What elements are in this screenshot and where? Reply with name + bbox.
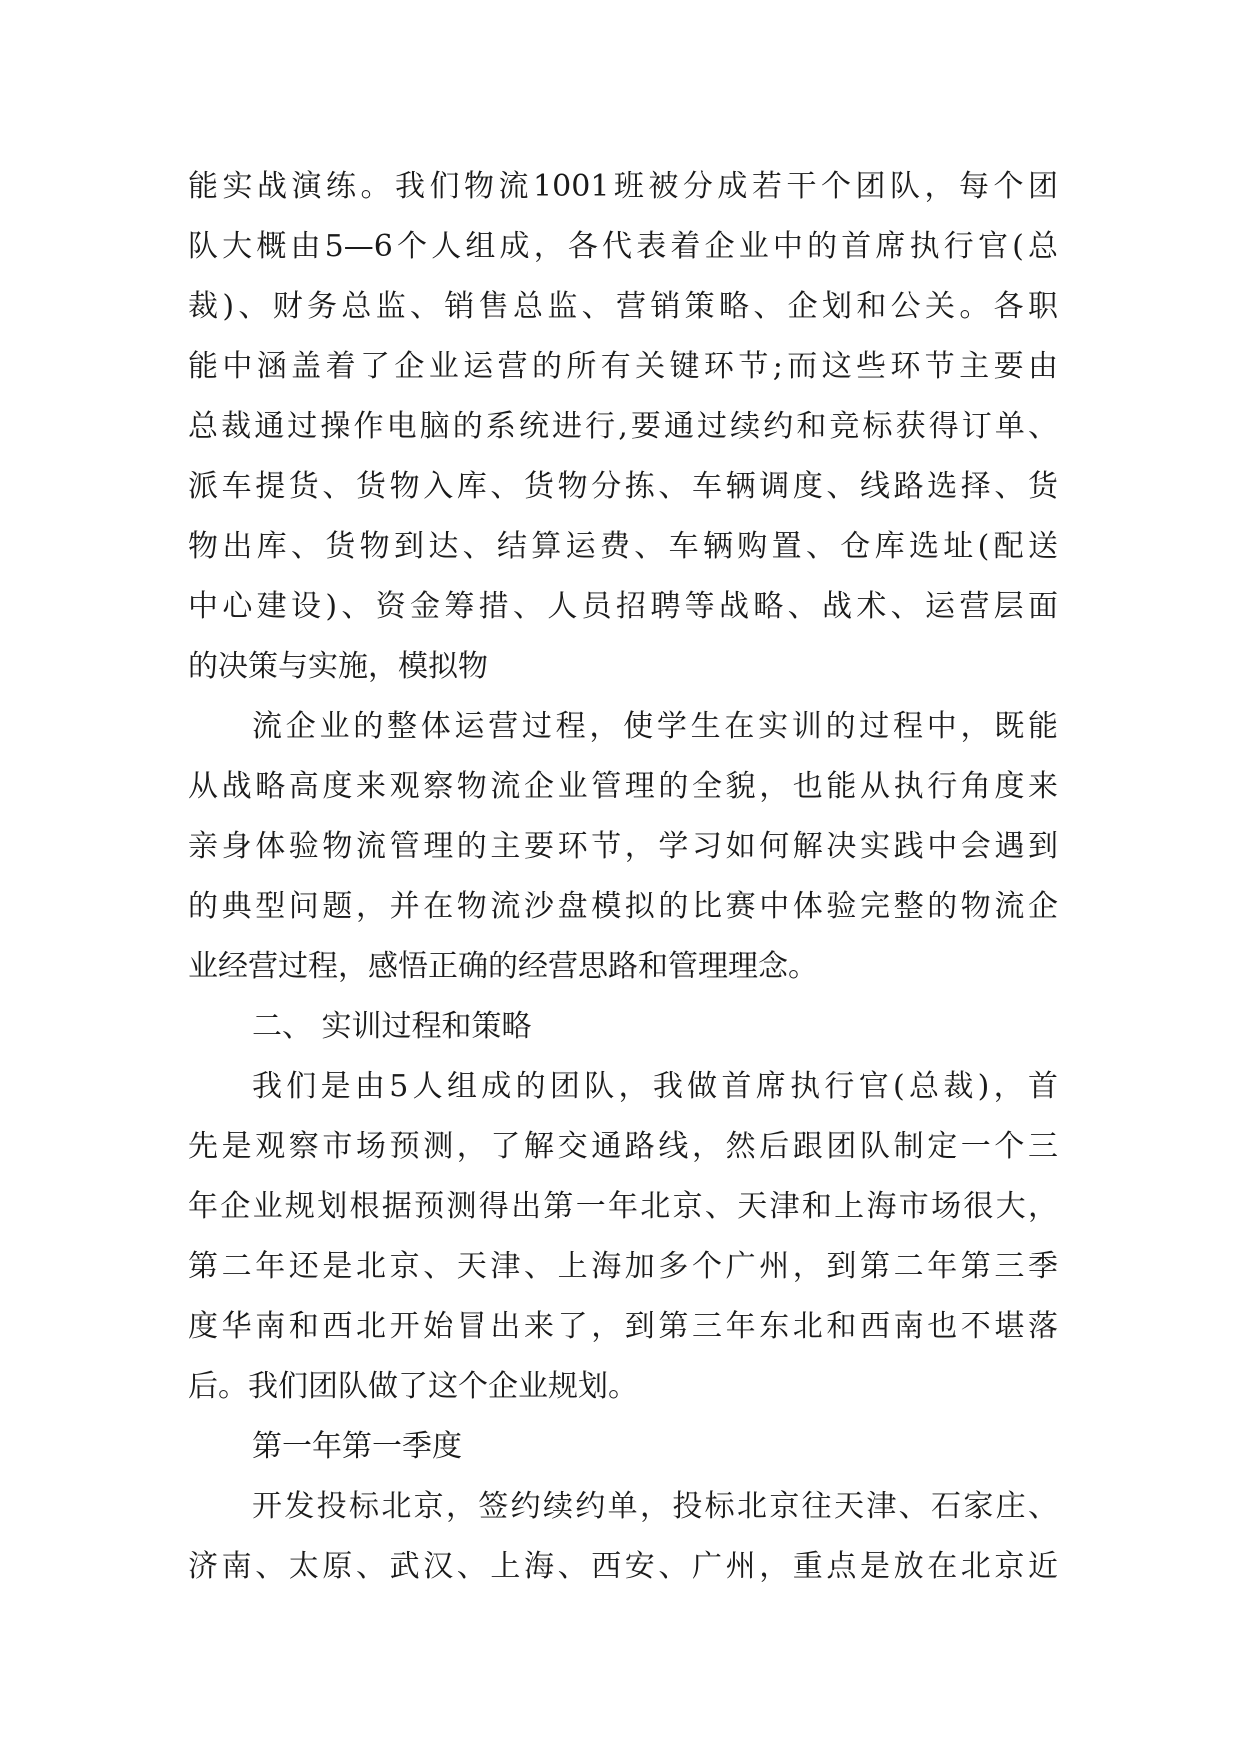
document-body [188, 157, 1058, 1597]
text-line: 派车提货、货物入库、货物分拣、车辆调度、线路选择、货 [188, 469, 1058, 504]
text-line: 能实战演练。我们物流1001班被分成若干个团队，每个团 [188, 169, 1058, 204]
paragraph-year1-q1 [188, 1477, 1058, 1597]
paragraph-team-plan [188, 1057, 1058, 1417]
text-line: 总裁通过操作电脑的系统进行,要通过续约和竞标获得订单、 [188, 409, 1058, 444]
paragraph-training-content [188, 157, 1058, 697]
text-line: 亲身体验物流管理的主要环节，学习如何解决实践中会遇到 [188, 829, 1058, 864]
text-line: 的典型问题，并在物流沙盘模拟的比赛中体验完整的物流企 [188, 889, 1058, 924]
text-line: 度华南和西北开始冒出来了，到第三年东北和西南也不堪落 [188, 1309, 1058, 1344]
text-line: 后。我们团队做了这个企业规划。 [188, 1369, 638, 1404]
text-line: 能中涵盖着了企业运营的所有关键环节;而这些环节主要由 [188, 349, 1058, 384]
text-line: 年企业规划根据预测得出第一年北京、天津和上海市场很大， [188, 1189, 1058, 1224]
text-line: 物出库、货物到达、结算运费、车辆购置、仓库选址(配送 [188, 529, 1058, 564]
section-heading-year1-q1: 第一年第一季度 [252, 1429, 462, 1464]
paragraph-simulation-purpose [188, 697, 1058, 997]
text-line: 业经营过程，感悟正确的经营思路和管理理念。 [188, 949, 818, 984]
text-line: 第二年还是北京、天津、上海加多个广州，到第二年第三季 [188, 1249, 1058, 1284]
text-line: 裁)、财务总监、销售总监、营销策略、企划和公关。各职 [188, 289, 1058, 324]
text-line: 我们是由5人组成的团队，我做首席执行官(总裁)，首 [252, 1069, 1058, 1104]
text-line: 流企业的整体运营过程，使学生在实训的过程中，既能 [252, 709, 1058, 744]
text-line: 中心建设)、资金筹措、人员招聘等战略、战术、运营层面 [188, 589, 1058, 624]
section-heading-process-strategy: 二、 实训过程和策略 [252, 1009, 532, 1044]
text-line: 济南、太原、武汉、上海、西安、广州，重点是放在北京近 [188, 1549, 1058, 1584]
text-line: 从战略高度来观察物流企业管理的全貌，也能从执行角度来 [188, 769, 1058, 804]
text-line: 先是观察市场预测，了解交通路线，然后跟团队制定一个三 [188, 1129, 1058, 1164]
text-line: 开发投标北京，签约续约单，投标北京往天津、石家庄、 [252, 1489, 1058, 1524]
text-line: 队大概由5—6个人组成，各代表着企业中的首席执行官(总 [188, 229, 1058, 264]
text-line: 的决策与实施，模拟物 [188, 649, 488, 684]
